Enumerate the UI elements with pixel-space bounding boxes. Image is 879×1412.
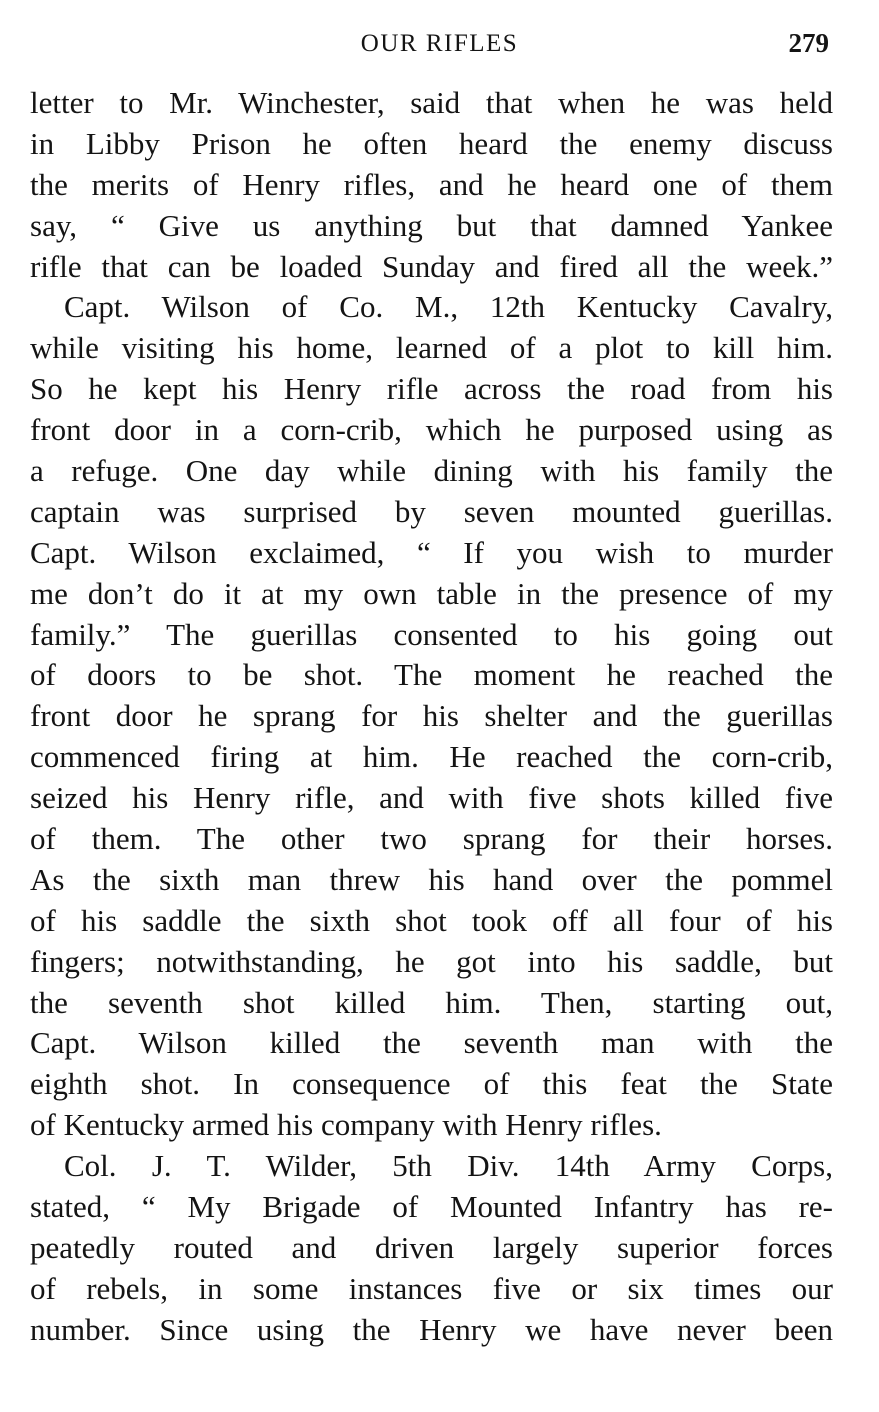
paragraph-3 — [30, 1146, 833, 1350]
text-line: while visiting his home, learned of a plot to kill him. — [30, 330, 833, 366]
running-header — [0, 26, 879, 62]
page-number: 279 — [788, 28, 829, 58]
text-line: the seventh shot killed him. Then, starting out, — [30, 984, 833, 1020]
text-line: Capt. Wilson exclaimed, “ If you wish to murder — [30, 534, 833, 570]
text-line: eighth shot. In consequence of this feat the State — [30, 1066, 833, 1102]
text-line: the merits of Henry rifles, and he heard one of them — [30, 166, 833, 202]
running-title: OUR RIFLES — [360, 30, 519, 57]
text-line: rifle that can be loaded Sunday and fired all the week.” — [30, 248, 833, 284]
text-line: say, “ Give us anything but that damned Yankee — [30, 207, 833, 243]
paragraph-1 — [30, 83, 833, 287]
text-line: front door he sprang for his shelter and the guerillas — [30, 698, 833, 734]
text-line: family.” The guerillas consented to his going out — [30, 616, 833, 652]
text-line: of rebels, in some instances five or six times our — [30, 1270, 833, 1306]
text-line: front door in a corn-crib, which he purposed using as — [30, 412, 833, 448]
text-line: commenced firing at him. He reached the corn-crib, — [30, 739, 833, 775]
text-line: peatedly routed and driven largely superior forces — [30, 1229, 833, 1265]
paragraph-2 — [30, 287, 833, 1146]
text-line: stated, “ My Brigade of Mounted Infantry has re- — [30, 1189, 833, 1225]
text-line: me don’t do it at my own table in the presence of my — [30, 575, 833, 611]
text-line: fingers; notwithstanding, he got into his saddle, but — [30, 943, 833, 979]
text-line: in Libby Prison he often heard the enemy discuss — [30, 125, 833, 161]
text-line: So he kept his Henry rifle across the road from his — [30, 371, 833, 407]
text-line: captain was surprised by seven mounted guerillas. — [30, 493, 833, 529]
text-line: of his saddle the sixth shot took off all four of his — [30, 902, 833, 938]
text-line: letter to Mr. Winchester, said that when he was held — [30, 85, 833, 120]
text-line: Capt. Wilson of Co. M., 12th Kentucky Cavalry, — [64, 289, 833, 325]
body-text — [30, 83, 833, 1351]
text-line: Col. J. T. Wilder, 5th Div. 14th Army Corps, — [64, 1148, 833, 1184]
text-line: a refuge. One day while dining with his family the — [30, 453, 833, 489]
text-line: of doors to be shot. The moment he reached the — [30, 657, 833, 693]
text-line: of them. The other two sprang for their horses. — [30, 821, 833, 857]
text-line: Capt. Wilson killed the seventh man with the — [30, 1025, 833, 1061]
text-line: number. Since using the Henry we have never been — [30, 1311, 833, 1347]
text-line: As the sixth man threw his hand over the pommel — [30, 861, 833, 897]
text-line: seized his Henry rifle, and with five shots killed five — [30, 780, 833, 816]
text-line: of Kentucky armed his company with Henry rifles. — [30, 1107, 662, 1143]
